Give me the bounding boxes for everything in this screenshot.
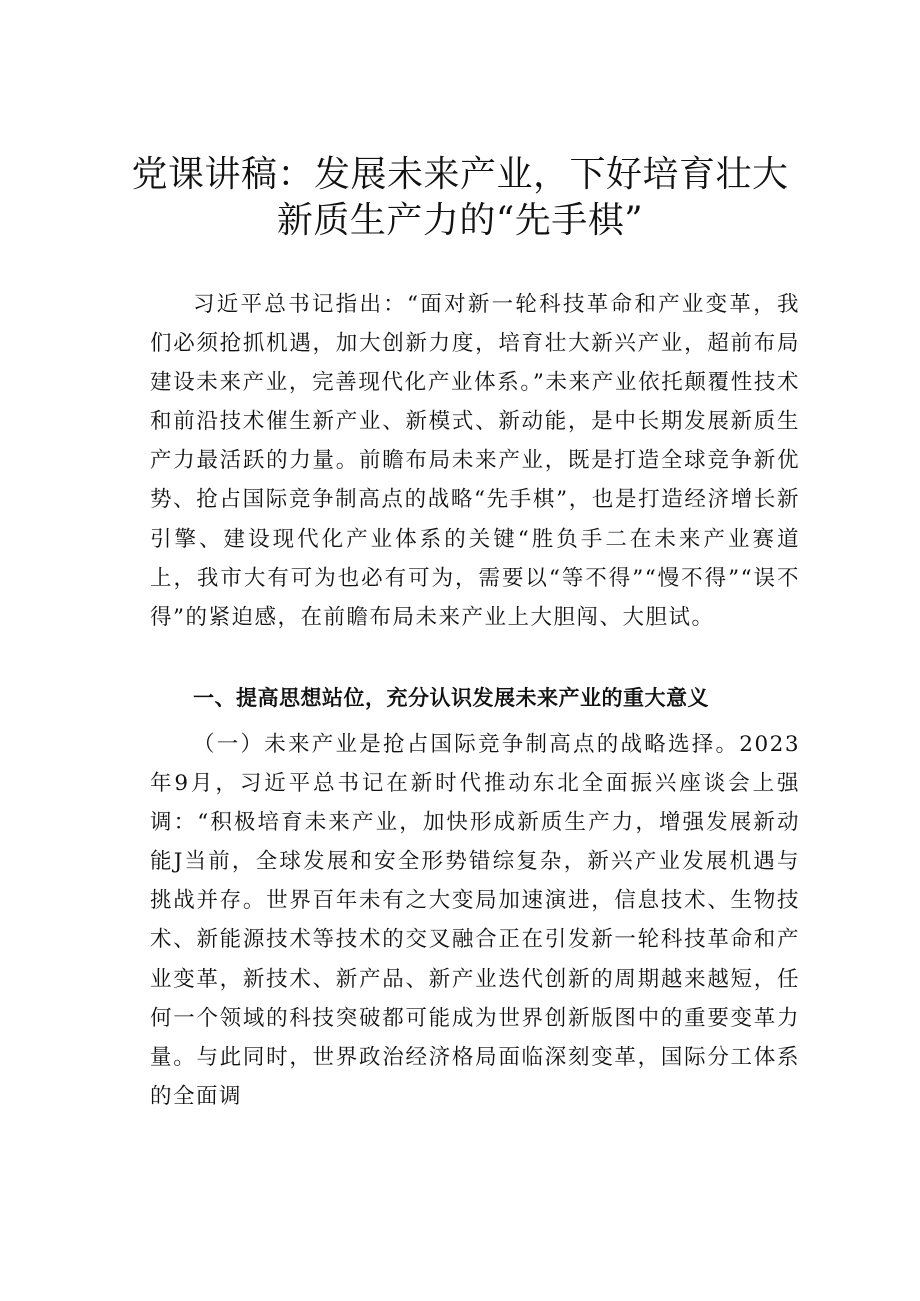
intro-paragraph: 习近平总书记指出：“面对新一轮科技革命和产业变革，我们必须抢抓机遇，加大创新力度，培育壮大新兴产业，超前布局建设未来产业，完善现代化产业体系。”未来产业依托颠覆性技术和前沿技术催生新产业、新模式、新动能，是中长期发展新质生产力最活跃的力量。前瞻布局未来产业，既是打造全球竞争新优势、抢占国际竞争制高点的战略“先手棋”，也是打造经济增长新引擎、建设现代化产业体系的关键“胜负手二在未来产业赛道上，我市大有可为也必有可为，需要以“等不得”“慢不得”“误不得”的紧迫感，在前瞻布局未来产业上大胆闯、大胆试。 [150, 292, 800, 630]
page-title-line-2: 新质生产力的“先手棋” [276, 200, 644, 241]
section-heading: 一、提高思想站位，充分认识发展未来产业的重大意义 [193, 686, 709, 710]
page-title-line-1: 党课讲稿：发展未来产业，下好培育壮大 [131, 154, 789, 195]
page-title [0, 152, 920, 244]
body-paragraph: （一）未来产业是抢占国际竞争制高点的战略选择。2023年9月，习近平总书记在新时代推动东北全面振兴座谈会上强调：“积极培育未来产业，加快形成新质生产力，增强发展新动能J当前，全球发展和安全形势错综复杂，新兴产业发展机遇与挑战并存。世界百年未有之大变局加速演进，信息技术、生物技术、新能源技术等技术的交叉融合正在引发新一轮科技革命和产业变革，新技术、新产品、新产业迭代创新的周期越来越短，任何一个领域的科技突破都可能成为世界创新版图中的重要变革力量。与此同时，世界政治经济格局面临深刻变革，国际分工体系的全面调 [150, 732, 800, 1109]
